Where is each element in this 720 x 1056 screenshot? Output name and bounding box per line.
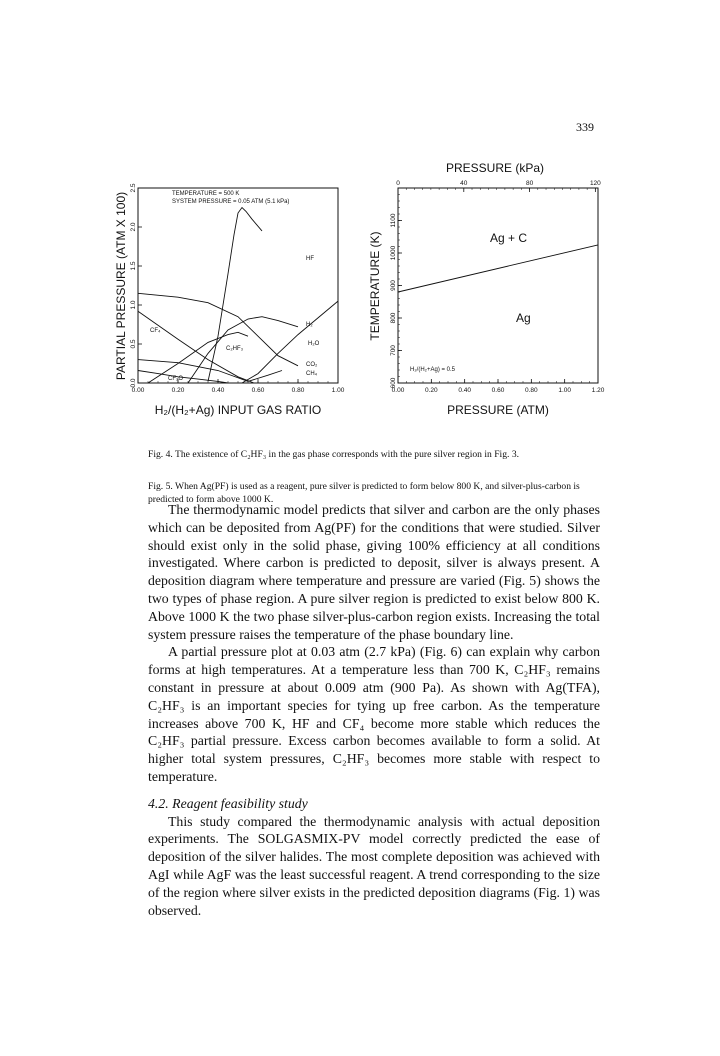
fig5-x-axis-label: PRESSURE (ATM) [447,403,549,417]
fig4-y-axis-label: PARTIAL PRESSURE (ATM X 100) [114,191,128,381]
x-tick-label: 0.60 [491,387,505,394]
top-tick-label: 0 [396,180,400,187]
species-label-c2hf3: C₂HF₃ [226,346,244,352]
x-tick-label: 0.40 [458,387,471,394]
x-tick-label: 0.00 [391,387,405,394]
y-tick-label: 2.0 [130,222,137,232]
top-tick-label: 80 [525,180,534,187]
series-co2 [138,293,298,366]
species-label-cf2o: CF₂O [168,376,183,382]
x-tick-label: 0.00 [131,387,145,394]
y-tick-label: 900 [390,280,397,291]
series-h2 [242,301,338,383]
y-tick-label: 0.5 [130,339,137,349]
y-tick-label: 700 [390,345,397,356]
fig5-y-axis-label: TEMPERATURE (K) [368,231,382,341]
figure-4-partial-pressure-plot [110,160,360,445]
species-label-hf: HF [306,256,314,262]
top-tick-label: 120 [589,180,601,187]
x-tick-label: 1.20 [591,387,605,394]
condition-temperature: TEMPERATURE = 500 K [172,191,240,197]
y-tick-label: 1.5 [130,261,137,271]
x-tick-label: 1.00 [558,387,571,394]
x-tick-label: 0.20 [171,387,185,394]
top-tick-label: 40 [460,180,468,187]
region-label-ag-plus-c: Ag + C [490,231,528,245]
y-tick-label: 1.0 [130,300,137,310]
x-tick-label: 0.60 [251,387,265,394]
paragraph-1: The thermodynamic model predicts that silver and carbon are the only phases which can be deposited from Ag(PF) for the conditions that were studied. Silver should exist only in the solid phase, giving 100% efficiency at all conditions investigated. Where carbon is predicted to deposit, silver is always present. A deposition diagram where temperature and pressure are varied (Fig. 5) shows the two types of phase region. A pure silver region is predicted to exist below 800 K. Above 1000 K the two phase silver-plus-carbon region exists. Increasing the total system pressure raises the temperature of the phase boundary line. [148,502,600,642]
figure-5-caption: Fig. 5. When Ag(PF) is used as a reagent, pure silver is predicted to form below 800 K, and silver-plus-carbon is predicted to form above 1000 K. [148,481,580,505]
page-number: 339 [576,120,594,134]
fig4-x-axis-label: H₂/(H₂+Ag) INPUT GAS RATIO [154,403,322,417]
x-tick-label: 0.40 [211,387,225,394]
plot-frame [398,188,598,383]
x-tick-label: 0.80 [291,387,305,394]
figure-5-deposition-diagram [362,160,612,445]
fig5-top-axis-label: PRESSURE (kPa) [445,161,545,175]
species-label-ch4: CH₄ [306,371,318,377]
y-tick-label: 600 [390,377,397,389]
condition-system-pressure: SYSTEM PRESSURE = 0.05 ATM (5.1 kPa) [172,199,290,205]
y-tick-label: 1000 [390,245,397,261]
y-tick-label: 800 [390,312,397,324]
series-c2hf3 [148,332,248,383]
plot-frame [138,188,338,383]
phase-boundary-line [398,245,598,292]
composition-note: H₂/(H₂+Ag) = 0.5 [410,367,456,373]
paragraph-2: A partial pressure plot at 0.03 atm (2.7 kPa) (Fig. 6) can explain why carbon forms at high temperatures. At a temperature less than 700 K, C₂HF₃ remains constant in pressure at about 0.009 atm (900 Pa). As shown with Ag(TFA), C₂HF₃ is an important species for tying up free carbon. As the temperature increases above 700 K, HF and CF₄ become more stable which reduces the C₂HF₃ partial pressure. Excess carbon becomes available to form a solid. At higher total system pressures, C₂HF₃ becomes more stable with respect to temperature. [148,644,600,784]
body-text [148,501,600,919]
species-label-h2o: H₂O [308,341,320,347]
x-tick-label: 0.20 [425,387,438,394]
species-label-h2: H₂ [306,322,313,328]
y-tick-label: 1100 [390,213,397,228]
region-label-ag: Ag [516,311,531,325]
series-hf [208,208,262,382]
paragraph-3: This study compared the thermodynamic analysis with actual deposition experiments. The SOLGASMIX-PV model correctly predicted the ease of deposition of the silver halides. The most complete deposition was achieved with AgI while AgF was the least successful reagent. A trend corresponding to the size of the region where silver exists in the predicted deposition diagrams (Fig. 1) was observed. [148,813,600,918]
x-tick-label: 0.80 [525,387,538,394]
x-tick-label: 1.00 [331,387,345,394]
figure-4-caption: Fig. 4. The existence of C₂HF₃ in the gas phase corresponds with the pure silver region in Fig. 3. [148,449,520,460]
y-tick-label: 0.0 [130,378,137,388]
species-label-co2: CO₂ [306,362,318,368]
section-heading: 4.2. Reagent feasibility study [148,795,308,811]
species-label-cf4: CF₄ [150,328,161,334]
y-tick-label: 2.5 [130,183,137,193]
